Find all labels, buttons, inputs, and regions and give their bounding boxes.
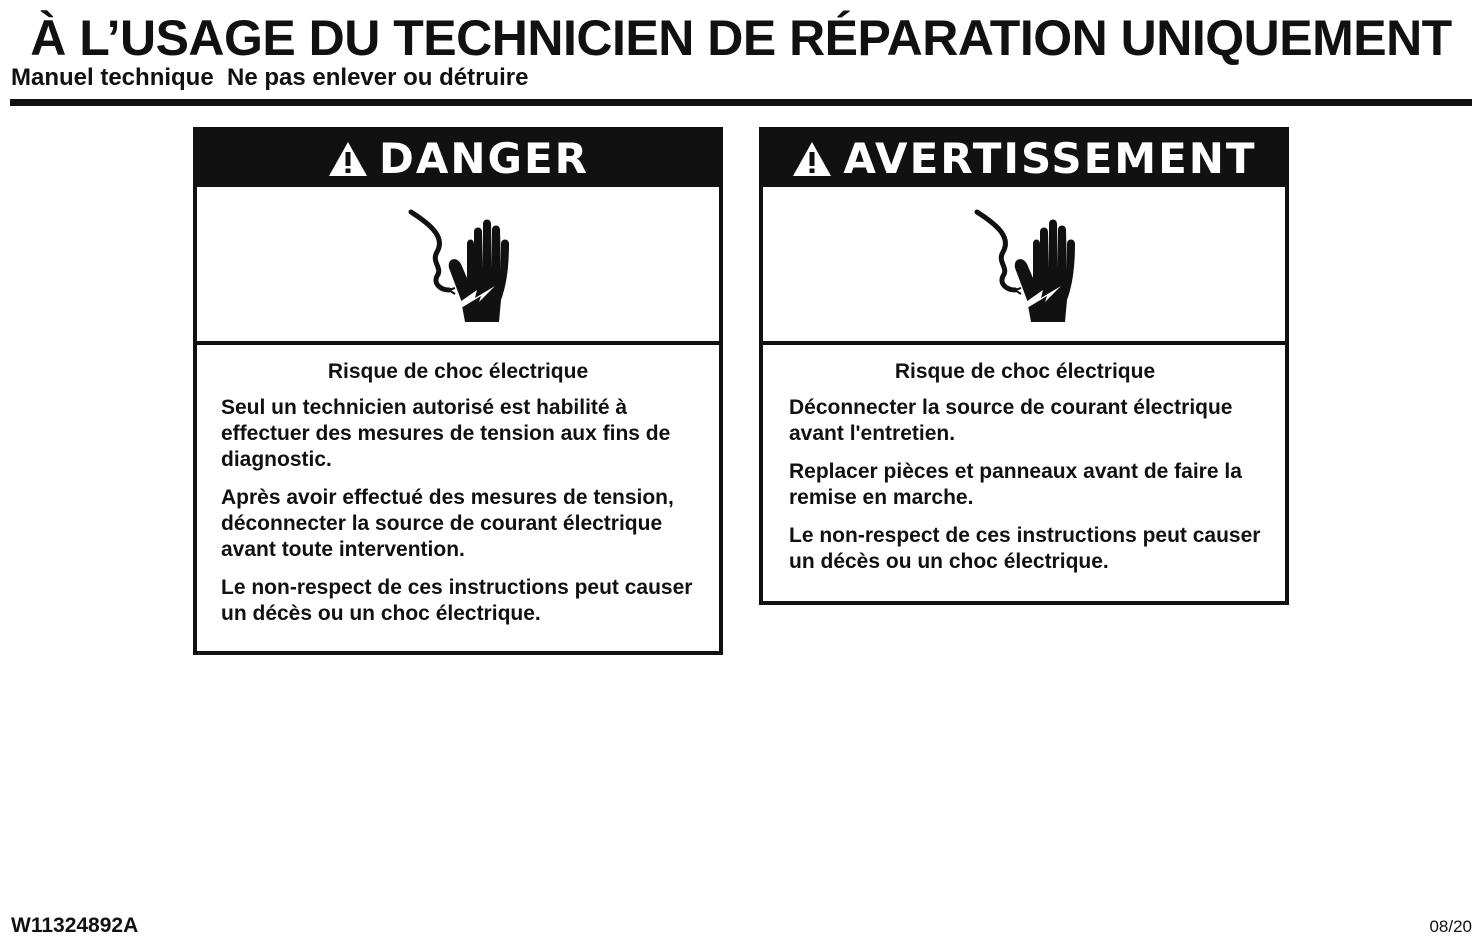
warning-body xyxy=(763,345,1285,575)
warning-triangle-icon xyxy=(791,140,833,178)
revision-date: 08/20 xyxy=(1429,917,1472,936)
warning-paragraph-2: Replacer pièces et panneaux avant de faire la remise en marche. xyxy=(789,460,1242,509)
danger-paragraph-1: Seul un technicien autorisé est habilité à effectuer des mesures de tension aux fins de diagnostic. xyxy=(221,396,671,471)
danger-paragraph-2: Après avoir effectué des mesures de tension, déconnecter la source de courant électrique avant toute intervention. xyxy=(221,486,674,561)
danger-header xyxy=(197,131,719,187)
warning-header xyxy=(763,131,1285,187)
warning-label: AVERTISSEMENT xyxy=(843,134,1257,183)
danger-icon-area xyxy=(197,187,719,345)
danger-card xyxy=(193,127,723,655)
warning-paragraph-1: Déconnecter la source de courant électrique avant l'entretien. xyxy=(789,396,1233,445)
part-number: W11324892A xyxy=(11,914,139,937)
page-subtitle: Manuel technique Ne pas enlever ou détruire xyxy=(11,64,529,91)
warning-card xyxy=(759,127,1289,605)
warning-paragraph-3: Le non-respect de ces instructions peut causer un décès ou un choc électrique. xyxy=(789,524,1261,573)
danger-hazard-title: Risque de choc électrique xyxy=(327,360,589,383)
danger-body xyxy=(197,345,719,627)
header-rule xyxy=(10,99,1472,106)
warning-triangle-icon xyxy=(327,140,369,178)
warning-hazard-title: Risque de choc électrique xyxy=(894,360,1156,383)
warning-icon-area xyxy=(763,187,1285,345)
danger-paragraph-3: Le non-respect de ces instructions peut causer un décès ou un choc électrique. xyxy=(221,576,693,625)
electrical-shock-hand-icon xyxy=(403,204,513,324)
danger-label: DANGER xyxy=(378,134,590,183)
page-title: À L’USAGE DU TECHNICIEN DE RÉPARATION UNIQUEMENT xyxy=(30,10,1452,66)
electrical-shock-hand-icon xyxy=(969,204,1079,324)
